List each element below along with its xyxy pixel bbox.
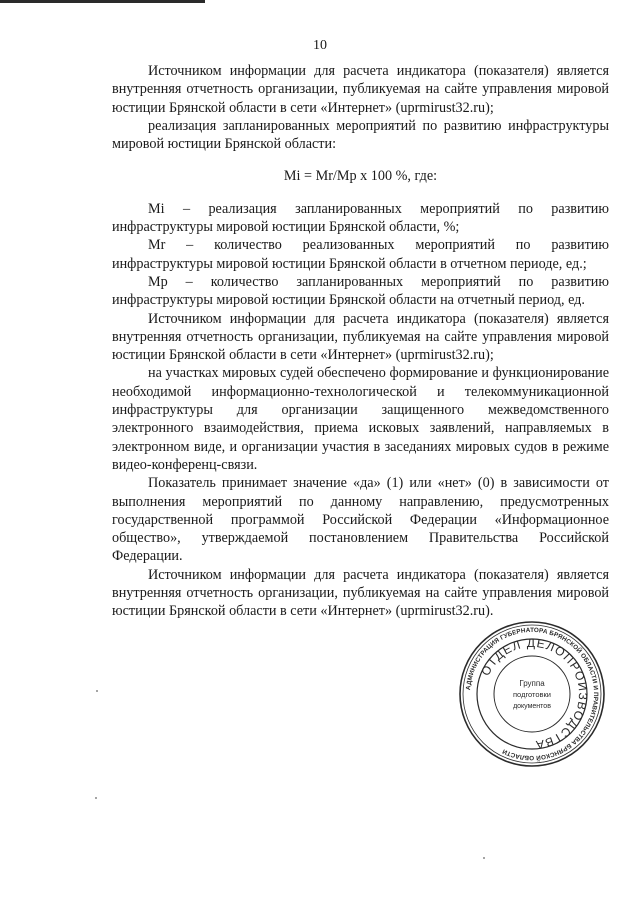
paragraph-indicator-value: Показатель принимает значение «да» (1) или «нет» (0) в зависимости от выполнения мероприятий по данному направлению, предусмотренных государственной программой Российской Федерации «Информационное общество», утверждаемой постановлением Правительства Российской Федерации. [112, 475, 609, 565]
stamp-center-line-3: документов [513, 703, 551, 710]
stamp-outer-text: АДМИНИСТРАЦИЯ ГУБЕРНАТОРА БРЯНСКОЙ ОБЛАСТИ И ПРАВИТЕЛЬСТВА БРЯНСКОЙ ОБЛАСТИ [465, 626, 600, 762]
paragraph-mi-definition: Mi – реализация запланированных мероприятий по развитию инфраструктуры мировой юстиции Брянской области, %; [112, 200, 609, 236]
page-number: 10 [313, 38, 327, 53]
paragraph-mp-definition: Mp – количество запланированных мероприятий по развитию инфраструктуры мировой юстиции Брянской области на отчетный период, ед. [112, 273, 609, 309]
stamp-inner-text: ОТДЕЛ ДЕЛОПРОИЗВОДСТВА [478, 635, 591, 753]
document-body [112, 62, 609, 621]
top-edge-line [0, 0, 205, 3]
paragraph-infrastructure: на участках мировых судей обеспечено формирование и функционирование необходимой информационно-технологической и телекоммуникационной инфраструктуры для организации защищенного межведомственного электронного взаимодействия, приема исковых заявлений, направляемых в электронном виде, и организации участия в заседаниях мировых судов в режиме видео-конференц-связи. [112, 365, 609, 473]
paragraph-source-1: Источником информации для расчета индикатора (показателя) является внутренняя отчетность организации, публикуемая на сайте управления мировой юстиции Брянской области в сети «Интернет» (uprmirust32.ru); [112, 63, 609, 116]
stamp-center-line-1: Группа [519, 679, 545, 688]
paragraph-source-2: Источником информации для расчета индикатора (показателя) является внутренняя отчетность организации, публикуемая на сайте управления мировой юстиции Брянской области в сети «Интернет» (uprmirust32.ru); [112, 310, 609, 364]
formula: Mi = Mr/Mp x 100 %, где: [283, 168, 438, 185]
paragraph-indicator-intro: реализация запланированных мероприятий по развитию инфраструктуры мировой юстиции Брянской области: [112, 117, 609, 153]
stamp-seal-graphic [458, 620, 606, 768]
stamp-center-line-2: подготовки [513, 690, 551, 699]
scan-speck [96, 690, 98, 692]
scan-speck [483, 857, 485, 859]
office-stamp [458, 620, 606, 768]
paragraph-mr-definition: Mr – количество реализованных мероприятий по развитию инфраструктуры мировой юстиции Брянской области в отчетном периоде, ед.; [112, 237, 609, 272]
paragraph-source-3: Источником информации для расчета индикатора (показателя) является внутренняя отчетность организации, публикуемая на сайте управления мировой юстиции Брянской области в сети «Интернет» (uprmirust32.ru). [112, 566, 609, 620]
scan-speck [95, 797, 97, 799]
